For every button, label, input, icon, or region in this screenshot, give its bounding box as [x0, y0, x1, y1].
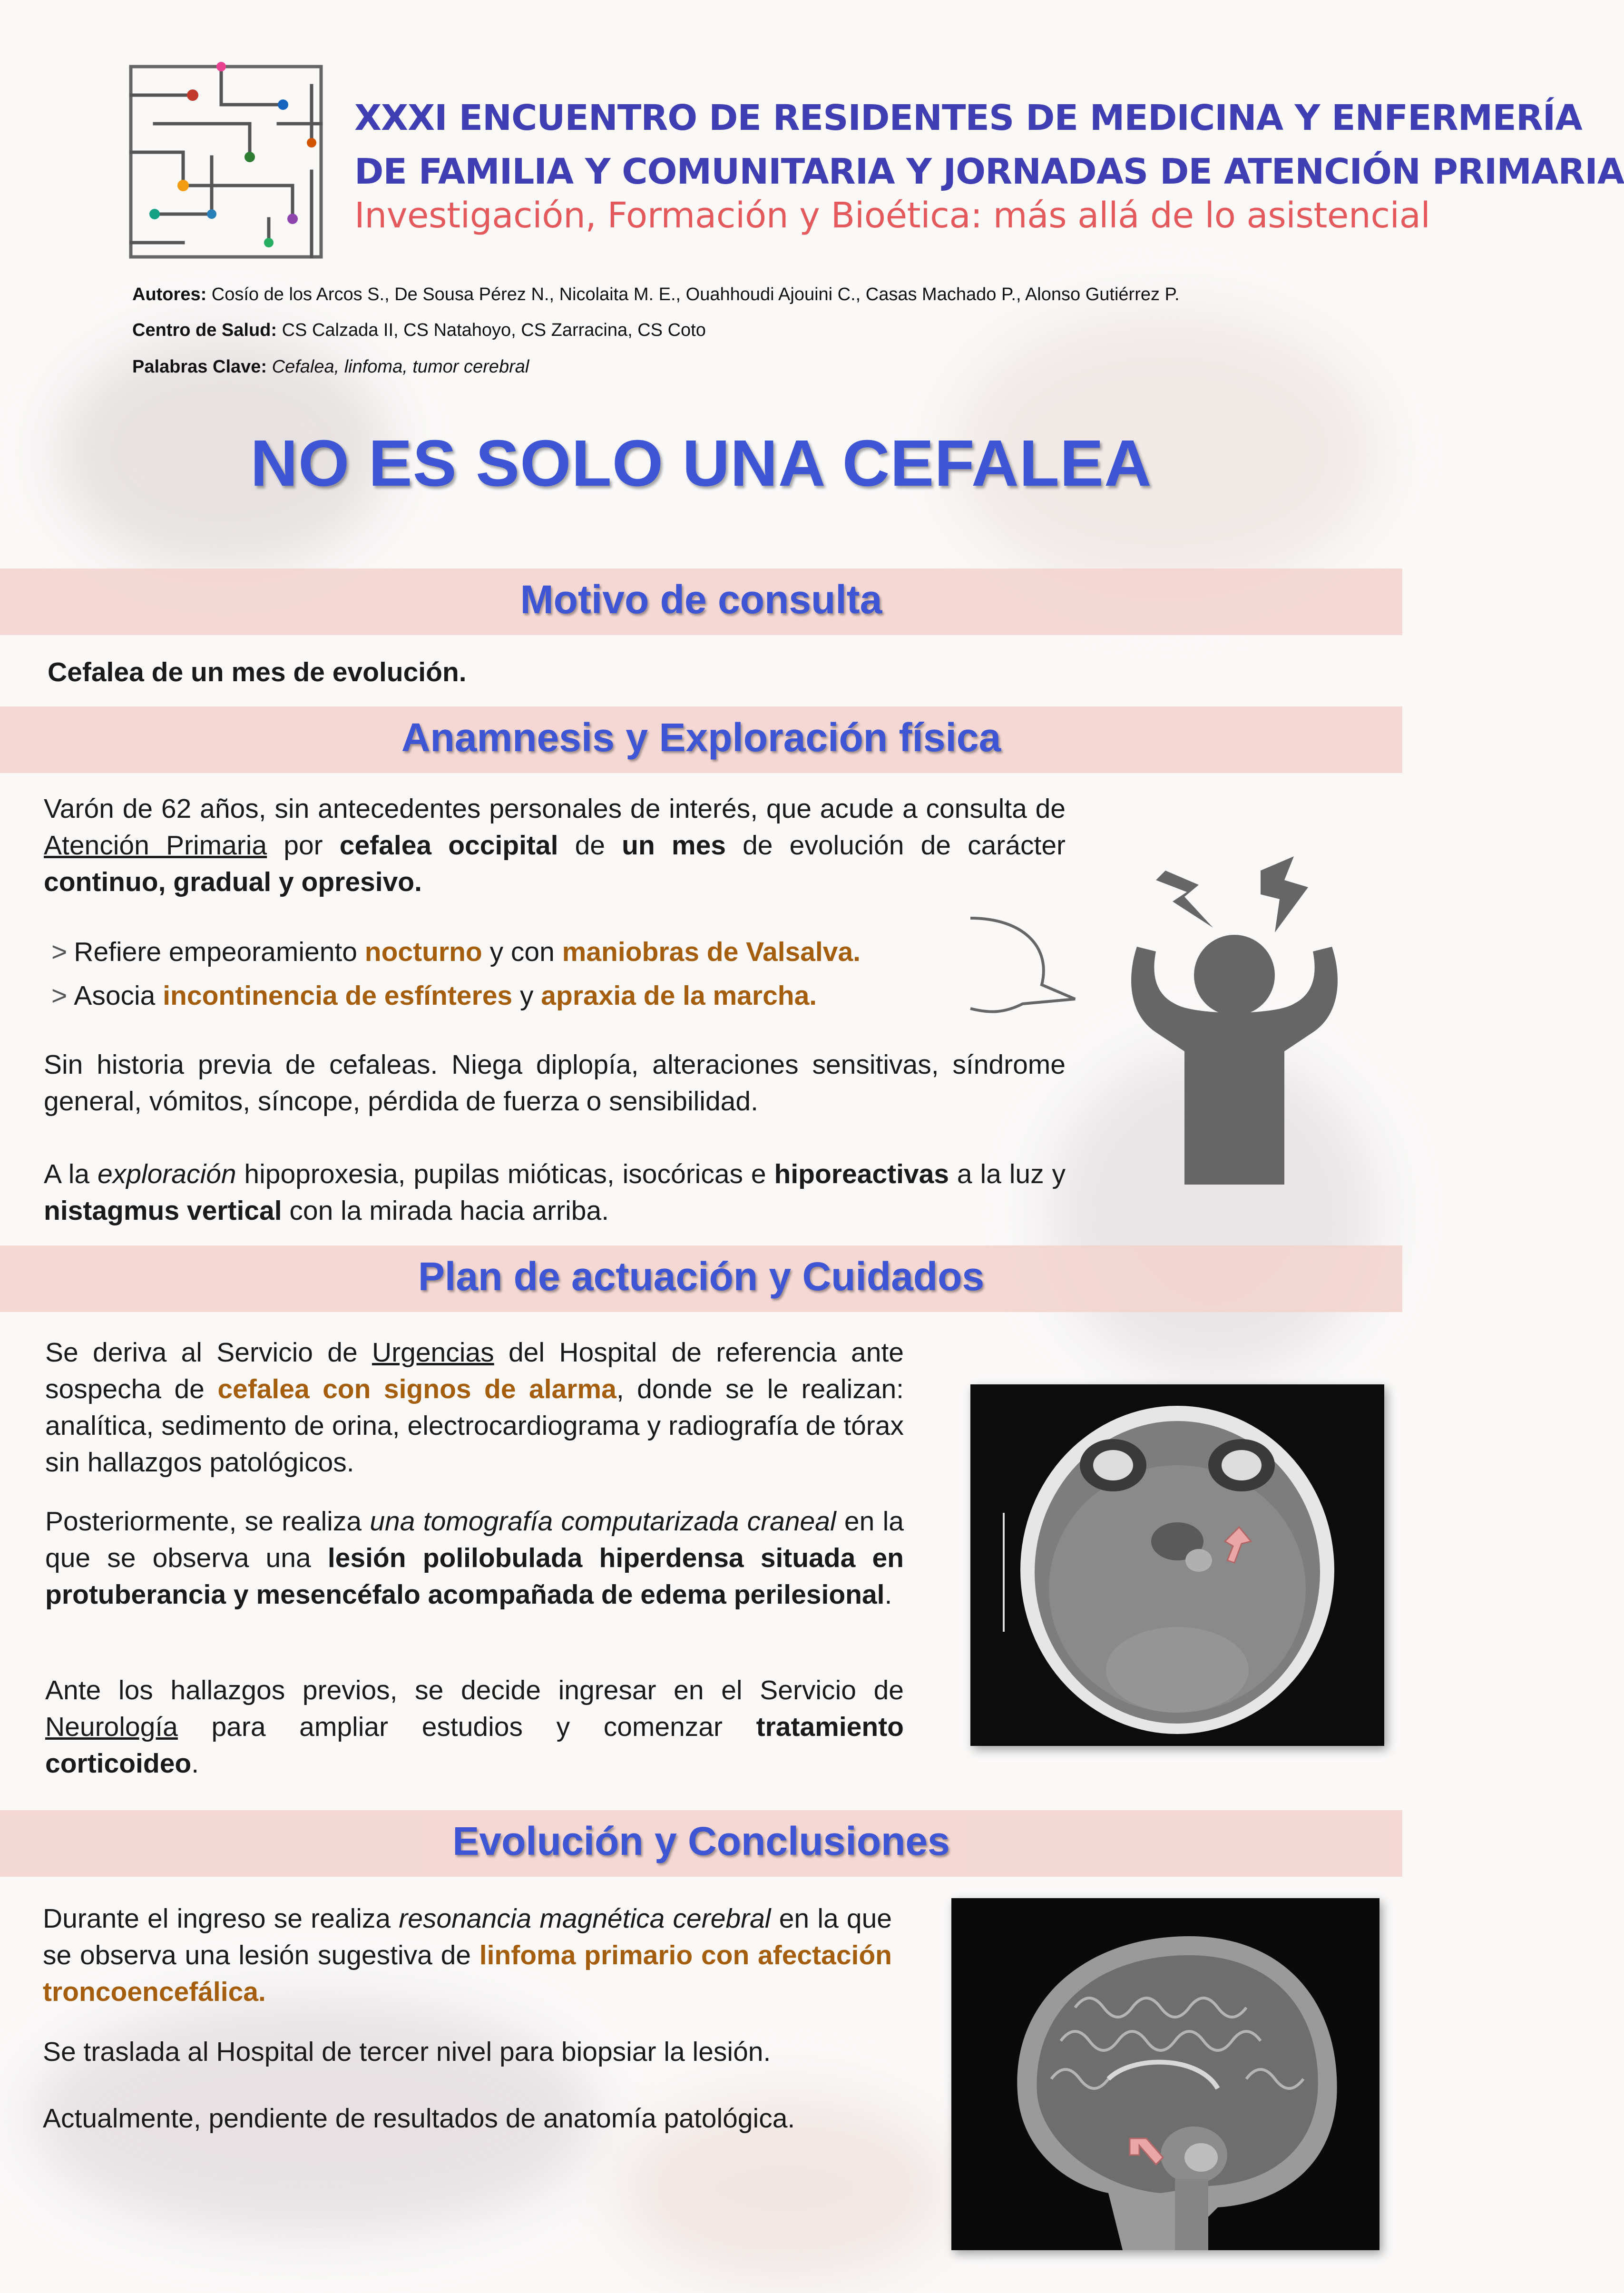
plan-paragraph-3	[45, 1672, 904, 1782]
text-run: en la que se observa una	[45, 1506, 904, 1573]
text-run: de	[558, 830, 622, 861]
text-run-italic: una tomografía computarizada craneal	[370, 1506, 836, 1537]
text-run: por	[267, 830, 340, 861]
center-line	[132, 320, 706, 341]
keywords-line	[132, 357, 529, 377]
keywords-text: Cefalea, linfoma, tumor cerebral	[272, 357, 529, 377]
ct-scan-drawing	[970, 1384, 1384, 1746]
text-run-underlined: Urgencias	[372, 1337, 494, 1368]
text-run: Refiere empeoramiento	[74, 937, 365, 967]
text-run: , donde se le realizan: analítica, sedimento de orina, electrocardiograma y radiografía de tórax sin hallazgos patológicos.	[45, 1374, 904, 1478]
authors-label: Autores:	[132, 284, 207, 304]
text-run: A la	[44, 1159, 98, 1189]
ct-scan-image	[970, 1384, 1384, 1746]
text-run-bold: nistagmus vertical	[44, 1195, 282, 1226]
evolucion-paragraph-2: Se traslada al Hospital de tercer nivel para biopsiar la lesión.	[43, 2037, 771, 2067]
center-text: CS Calzada II, CS Natahoyo, CS Zarracina, CS Coto	[282, 320, 706, 340]
text-run: Se deriva al Servicio de	[45, 1337, 372, 1368]
text-run: Posteriormente, se realiza	[45, 1506, 370, 1537]
bullet-marker: >	[51, 937, 68, 967]
text-run-bold: lesión polilobulada hiperdensa situada en protuberancia y mesencéfalo acompañada de edema perilesional	[45, 1543, 904, 1610]
text-run-highlight: apraxia de la marcha.	[541, 980, 817, 1011]
plan-paragraph-1	[45, 1334, 904, 1481]
text-run: Varón de 62 años, sin antecedentes personales de interés, que acude a consulta de	[44, 794, 1066, 824]
text-run-bold: continuo, gradual y opresivo.	[44, 867, 422, 897]
text-run: y con	[482, 937, 562, 967]
text-run: del Hospital de referencia ante sospecha de	[45, 1337, 904, 1404]
text-run: Asocia	[74, 980, 163, 1011]
evolucion-paragraph-1	[43, 1901, 892, 2010]
text-run-underlined: Atención Primaria	[44, 830, 267, 861]
authors-text: Cosío de los Arcos S., De Sousa Pérez N., Nicolaita M. E., Ouahhoudi Ajouini C., Casas Machado P., Alonso Gutiérrez P.	[211, 284, 1180, 304]
anamnesis-paragraph-1	[44, 791, 1066, 901]
text-run-highlight: cefalea con signos de alarma	[217, 1374, 616, 1404]
text-run-italic: exploración	[98, 1159, 236, 1189]
text-run-bold: un mes	[622, 830, 726, 861]
keywords-label: Palabras Clave:	[132, 357, 267, 377]
text-run-highlight: nocturno	[364, 937, 482, 967]
headache-person-icon	[1104, 852, 1370, 1185]
evolucion-paragraph-3: Actualmente, pendiente de resultados de anatomía patológica.	[43, 2103, 795, 2134]
text-run-highlight: maniobras de Valsalva.	[562, 937, 861, 967]
heading-plan: Plan de actuación y Cuidados	[418, 1254, 985, 1299]
text-run: para ampliar estudios y comenzar	[177, 1712, 756, 1742]
text-run-underlined: Neurología	[45, 1712, 178, 1742]
poster-title: NO ES SOLO UNA CEFALEA	[250, 427, 1152, 500]
maze-logo	[126, 62, 326, 262]
plan-paragraph-2	[45, 1503, 904, 1613]
center-label: Centro de Salud:	[132, 320, 277, 340]
text-run-bold: tratamiento corticoideo	[45, 1712, 904, 1779]
mri-scan-image	[951, 1898, 1379, 2250]
text-run: Ante los hallazgos previos, se decide ingresar en el Servicio de	[45, 1675, 904, 1705]
anamnesis-paragraph-2: Sin historia previa de cefaleas. Niega diplopía, alteraciones sensitivas, síndrome general, vómitos, síncope, pérdida de fuerza o sensibilidad.	[44, 1049, 1066, 1117]
text-run: con la mirada hacia arriba.	[282, 1195, 609, 1226]
text-run: Durante el ingreso se realiza	[43, 1903, 399, 1934]
text-run: .	[191, 1748, 199, 1779]
text-run-highlight: incontinencia de esfínteres	[163, 980, 513, 1011]
text-run: de evolución de carácter	[725, 830, 1066, 861]
mri-scan-drawing	[951, 1898, 1379, 2250]
heading-evolucion: Evolución y Conclusiones	[452, 1819, 950, 1863]
text-run: hipoproxesia, pupilas mióticas, isocóricas e	[236, 1159, 774, 1189]
anamnesis-paragraph-3	[44, 1156, 1066, 1229]
text-run: en la que se observa una lesión sugestiva de	[43, 1903, 892, 1970]
text-run-bold: hiporeactivas	[774, 1159, 949, 1189]
authors-line	[132, 284, 1180, 305]
conference-title-line1: XXXI ENCUENTRO DE RESIDENTES DE MEDICINA Y ENFERMERÍA	[354, 98, 1582, 138]
text-run-bold: cefalea occipital	[339, 830, 558, 861]
text-run: a la luz y	[949, 1159, 1066, 1189]
heading-motivo: Motivo de consulta	[520, 577, 882, 622]
conference-title-line2: DE FAMILIA Y COMUNITARIA Y JORNADAS DE ATENCIÓN PRIMARIA	[354, 151, 1624, 192]
motivo-text: Cefalea de un mes de evolución.	[48, 657, 467, 687]
bullet-marker: >	[51, 980, 68, 1011]
bullet-item-2	[51, 978, 817, 1014]
text-run: y	[512, 980, 541, 1011]
text-run: .	[884, 1579, 892, 1610]
text-run-highlight: linfoma primario con afectación troncoencefálica.	[43, 1940, 892, 2007]
conference-subtitle: Investigación, Formación y Bioética: más allá de lo asistencial	[354, 195, 1430, 236]
speech-bubble-icon	[961, 904, 1085, 1028]
text-run-italic: resonancia magnética cerebral	[399, 1903, 771, 1934]
heading-anamnesis: Anamnesis y Exploración física	[401, 715, 1001, 760]
bullet-item-1	[51, 934, 861, 970]
